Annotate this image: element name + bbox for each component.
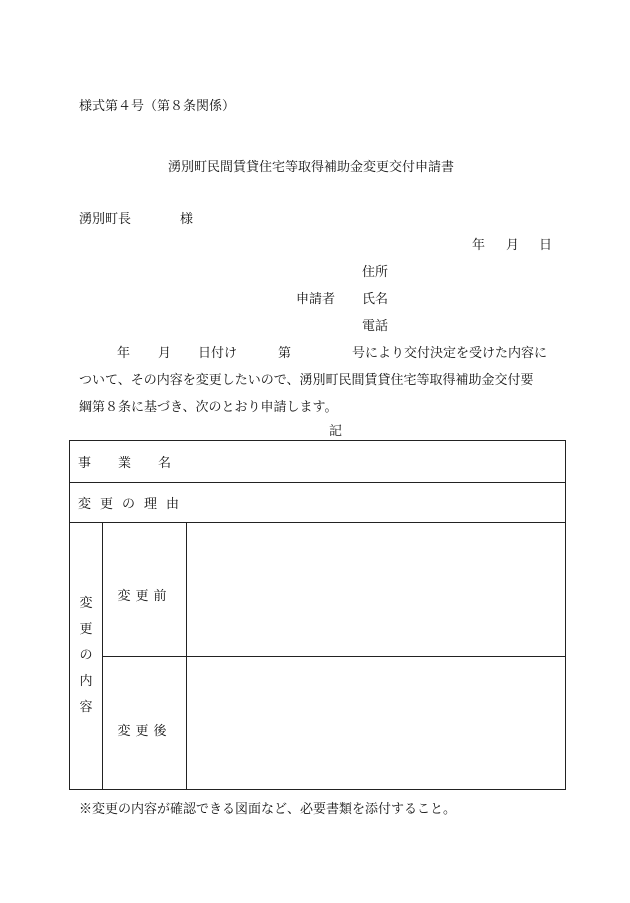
content-label-char: 更 (79, 622, 93, 637)
body-year: 年 (117, 346, 131, 361)
before-label: 変更前 (117, 589, 172, 604)
body-line3: 綱第８条に基づき、次のとおり申請します。 (79, 400, 338, 415)
project-name-row (70, 441, 566, 483)
form-number: 様式第４号（第８条関係） (79, 99, 236, 114)
before-content-field[interactable] (187, 523, 566, 657)
date-day-label: 日 (539, 238, 553, 253)
before-label-cell (103, 523, 187, 657)
reason-row (70, 483, 566, 523)
body-dated: 日付け (198, 346, 238, 361)
application-table (69, 440, 566, 790)
reason-label: 変更の理由 (78, 497, 189, 512)
date-month-label: 月 (506, 238, 520, 253)
addressee-mayor: 湧別町長 (79, 212, 132, 227)
document-title: 湧別町民間賃貸住宅等取得補助金変更交付申請書 (168, 160, 455, 175)
content-label-char: 変 (79, 596, 93, 611)
content-label-cell (70, 523, 103, 790)
applicant-phone-label: 電話 (362, 319, 389, 334)
body-month: 月 (158, 346, 172, 361)
body-line1-rest: 号により交付決定を受けた内容に (352, 346, 548, 361)
footnote: ※変更の内容が確認できる図面など、必要書類を添付すること。 (79, 802, 457, 817)
applicant-name-label: 氏名 (362, 292, 389, 307)
after-content-field[interactable] (187, 657, 566, 790)
project-name-label: 事業名 (78, 456, 199, 471)
applicant-address-label: 住所 (362, 265, 389, 280)
body-number-prefix: 第 (278, 346, 292, 361)
addressee-honorific: 様 (180, 212, 194, 227)
after-label: 変更後 (117, 724, 172, 739)
content-label-char: 容 (79, 700, 93, 715)
content-label-char: 内 (79, 674, 93, 689)
applicant-label: 申請者 (296, 292, 336, 307)
content-label-char: の (79, 648, 93, 663)
after-label-cell (103, 657, 187, 790)
body-line2: ついて、その内容を変更したいので、湧別町民間賃貸住宅等取得補助金交付要 (79, 373, 534, 388)
ki-heading: 記 (329, 424, 343, 439)
date-year-label: 年 (472, 238, 486, 253)
